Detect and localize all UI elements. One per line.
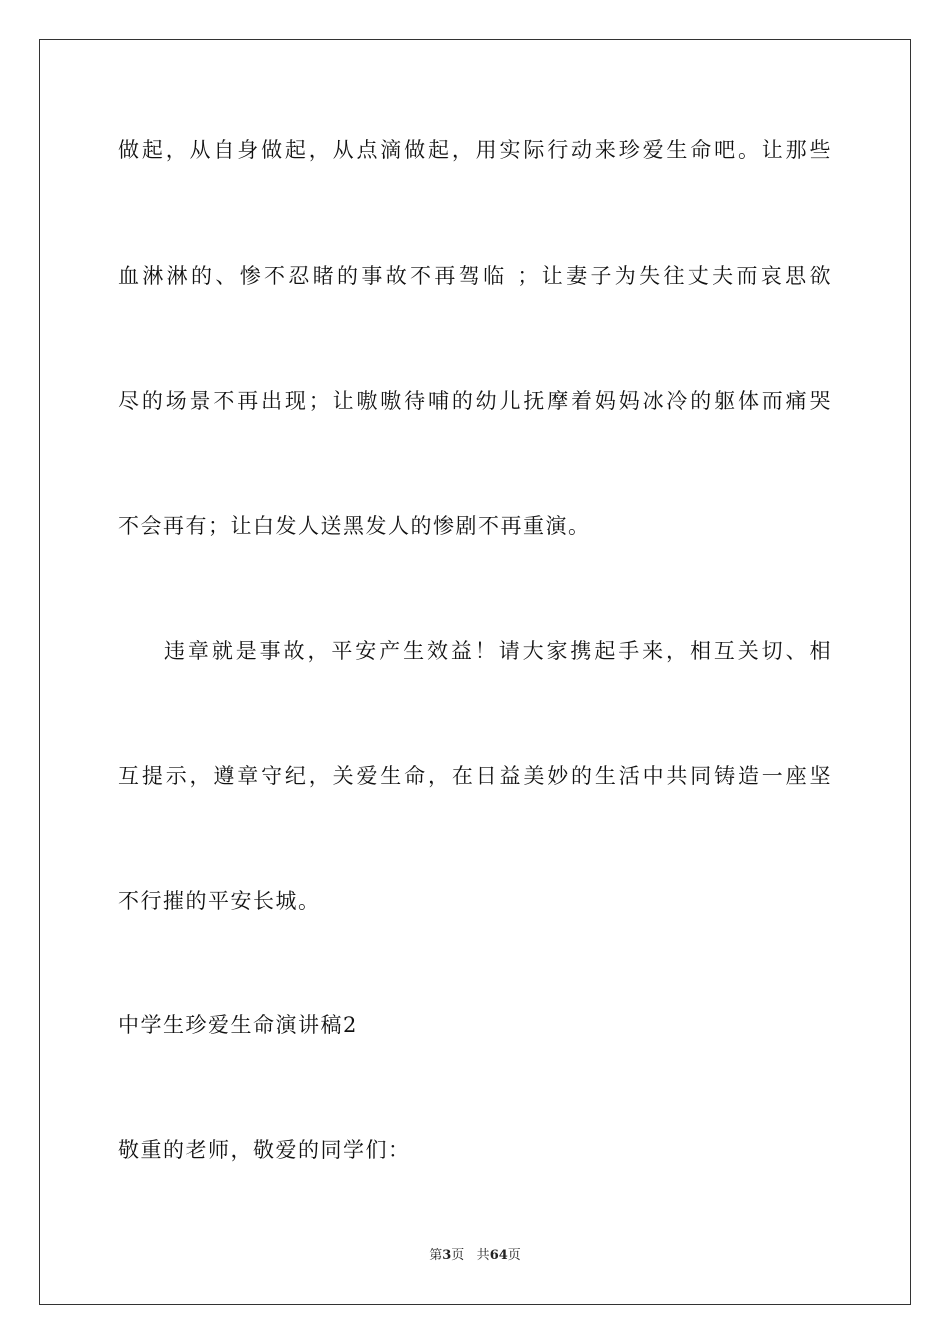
footer-total-suffix: 页 <box>507 1248 521 1263</box>
body-line-5: 违章就是事故，平安产生效益！请大家携起手来，相互关切、相 <box>164 639 832 663</box>
footer-prefix: 第 <box>429 1248 443 1263</box>
footer-page-number: 3 <box>442 1248 452 1263</box>
body-line-2: 血淋淋的、惨不忍睹的事故不再驾临 ；让妻子为失往丈夫而哀思欲 <box>118 264 832 288</box>
body-line-6: 互提示，遵章守纪，关爱生命，在日益美妙的生活中共同铸造一座坚 <box>118 764 832 788</box>
footer-total-pages: 64 <box>489 1248 508 1263</box>
footer-page-suffix: 页 <box>451 1248 465 1263</box>
body-line-3: 尽的场景不再出现；让嗷嗷待哺的幼儿抚摩着妈妈冰冷的躯体而痛哭 <box>118 389 832 413</box>
page-border <box>39 39 911 1305</box>
body-line-1: 做起，从自身做起，从点滴做起，用实际行动来珍爱生命吧。让那些 <box>118 138 832 162</box>
body-line-7: 不行摧的平安长城。 <box>118 889 321 913</box>
salutation: 敬重的老师，敬爱的同学们： <box>118 1138 411 1162</box>
body-line-4: 不会再有；让白发人送黑发人的惨剧不再重演。 <box>118 514 591 538</box>
section-heading: 中学生珍爱生命演讲稿2 <box>118 1013 358 1037</box>
footer-total-prefix: 共 <box>476 1248 490 1263</box>
page-footer <box>0 1247 950 1265</box>
